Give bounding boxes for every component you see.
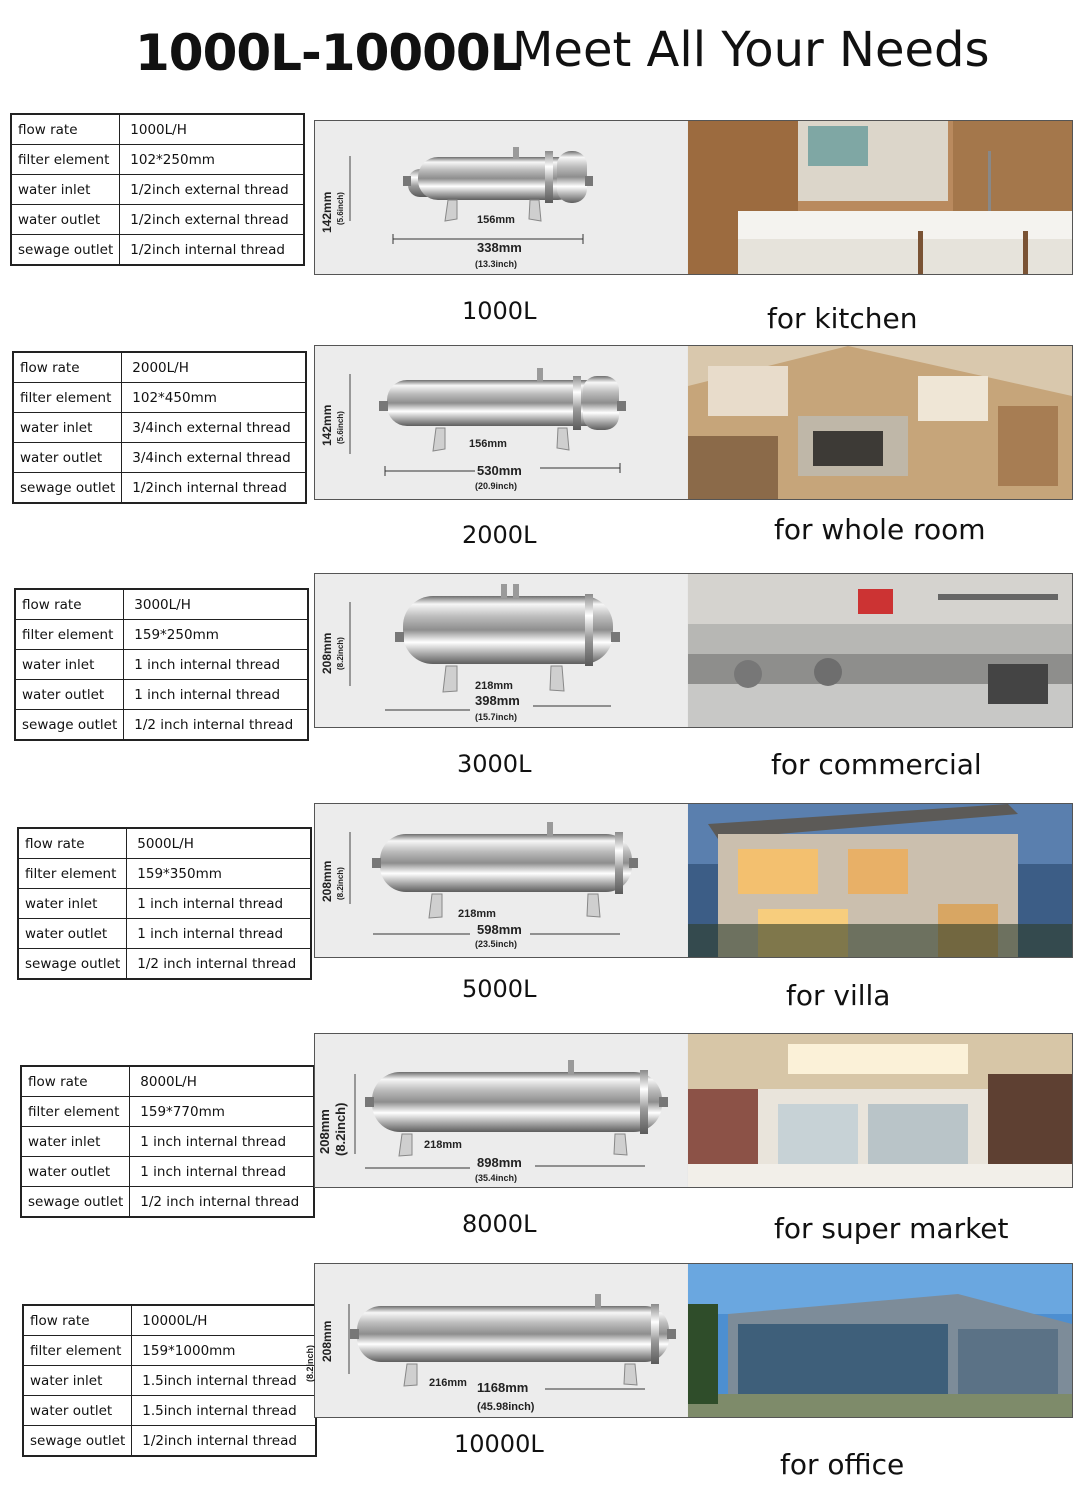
spec-label: sewage outlet [23, 1426, 132, 1457]
mount-foot-right [557, 428, 569, 450]
tank-ring [615, 832, 623, 894]
spec-label: flow rate [13, 352, 122, 383]
model-label: 8000L [462, 1210, 537, 1238]
mount-foot-left [443, 666, 457, 692]
usage-label: for whole room [774, 513, 986, 546]
tank-body [372, 1072, 662, 1132]
tank-body [357, 1306, 669, 1362]
spec-value: 1 inch internal thread [127, 919, 312, 949]
filter-housing-drawing [305, 1264, 687, 1417]
sewage-pipe [611, 632, 620, 642]
spec-row-water-outlet [15, 680, 308, 710]
spec-value: 1.5inch internal thread [132, 1366, 317, 1396]
foot-span-label: 216mm [429, 1377, 467, 1389]
spec-value: 1/2inch external thread [120, 205, 305, 235]
spec-value: 1 inch internal thread [130, 1157, 315, 1187]
page-title [0, 22, 1091, 92]
spec-label: water outlet [15, 680, 124, 710]
spec-label: water inlet [11, 175, 120, 205]
spec-label: water outlet [21, 1157, 130, 1187]
spec-row-filter-element [21, 1097, 314, 1127]
length-mm-label: 898mm [477, 1155, 522, 1170]
spec-row-sewage-outlet [21, 1187, 314, 1218]
sewage-pipe [585, 176, 593, 186]
spec-label: filter element [18, 859, 127, 889]
spec-table [14, 588, 309, 741]
sewage-pipe [617, 401, 626, 411]
length-mm-label: 1168mm [477, 1380, 529, 1395]
length-inch-label: (20.9inch) [475, 481, 518, 491]
spec-value: 3000L/H [124, 589, 309, 620]
height-mm-label: 142mm [320, 191, 334, 233]
spec-value: 102*250mm [120, 145, 305, 175]
spec-value: 8000L/H [130, 1066, 315, 1097]
tank-ring [573, 376, 581, 430]
photo-strip [314, 1033, 1073, 1188]
spec-value: 1 inch internal thread [127, 889, 312, 919]
spec-value: 1 inch internal thread [124, 680, 309, 710]
spec-value: 159*250mm [124, 620, 309, 650]
spec-row-water-inlet [23, 1366, 316, 1396]
model-label: 10000L [454, 1430, 544, 1458]
outlet-pipe [595, 1294, 601, 1308]
inlet-pipe [372, 858, 381, 868]
mount-foot-left [433, 428, 445, 451]
office-building-photo [688, 1264, 1072, 1417]
spec-row-sewage-outlet [18, 949, 311, 980]
spec-row-sewage-outlet [11, 235, 304, 266]
spec-label: filter element [23, 1336, 132, 1366]
spec-label: sewage outlet [18, 949, 127, 980]
spec-row-filter-element [13, 383, 306, 413]
spec-row-water-inlet [11, 175, 304, 205]
spec-label: water inlet [23, 1366, 132, 1396]
spec-table [22, 1304, 317, 1457]
length-inch-label: (15.7inch) [475, 712, 518, 722]
spec-label: water inlet [18, 889, 127, 919]
usage-label: for super market [774, 1212, 1009, 1245]
product-diagram [315, 574, 687, 727]
usage-label: for commercial [771, 748, 982, 781]
product-section-1000l [0, 110, 1091, 340]
foot-span-label: 156mm [477, 214, 515, 226]
spec-label: filter element [13, 383, 122, 413]
height-inch-label: (8.2inch) [336, 867, 345, 900]
outlet-pipe [513, 147, 519, 159]
spec-value: 159*770mm [130, 1097, 315, 1127]
product-section-5000l [0, 803, 1091, 1033]
height-mm-label: 208mm [320, 860, 334, 902]
spec-row-water-outlet [11, 205, 304, 235]
spec-value: 1 inch internal thread [124, 650, 309, 680]
spec-row-water-inlet [15, 650, 308, 680]
commercial-kitchen-photo [688, 574, 1072, 727]
spec-row-sewage-outlet [13, 473, 306, 504]
sewage-pipe [629, 858, 638, 868]
spec-table [12, 351, 307, 504]
length-mm-label: 338mm [477, 240, 522, 255]
spec-value: 159*1000mm [132, 1336, 317, 1366]
filter-housing-drawing [315, 121, 687, 274]
foot-span-label: 218mm [458, 908, 496, 920]
product-diagram [315, 121, 687, 274]
inlet-pipe [395, 632, 404, 642]
spec-row-flow-rate [18, 828, 311, 859]
photo-strip [305, 1263, 1073, 1418]
spec-row-flow-rate [23, 1305, 316, 1336]
inlet-pipe [350, 1329, 359, 1339]
spec-label: water inlet [13, 413, 122, 443]
tank-ring [585, 594, 593, 666]
filter-housing-drawing [315, 346, 687, 499]
mount-foot-left [429, 894, 442, 918]
spec-value: 10000L/H [132, 1305, 317, 1336]
spec-row-sewage-outlet [23, 1426, 316, 1457]
model-label: 5000L [462, 975, 537, 1003]
apartment-photo [688, 346, 1072, 499]
spec-row-filter-element [23, 1336, 316, 1366]
outlet-pipe [537, 368, 543, 382]
photo-strip [314, 573, 1073, 728]
length-mm-label: 530mm [477, 463, 522, 478]
mount-foot-left [404, 1364, 417, 1386]
spec-row-filter-element [11, 145, 304, 175]
spec-value: 1/2inch internal thread [120, 235, 305, 266]
spec-value: 5000L/H [127, 828, 312, 859]
spec-row-flow-rate [13, 352, 306, 383]
length-inch-label: (35.4inch) [475, 1173, 518, 1183]
spec-label: water outlet [13, 443, 122, 473]
product-diagram [315, 804, 687, 957]
spec-row-flow-rate [11, 114, 304, 145]
spec-row-flow-rate [21, 1066, 314, 1097]
spec-table [10, 113, 305, 266]
inlet-pipe [403, 176, 411, 186]
height-mm-label: 208mm [320, 1320, 334, 1362]
spec-label: sewage outlet [11, 235, 120, 266]
filter-housing-drawing [315, 574, 687, 727]
spec-label: filter element [21, 1097, 130, 1127]
model-label: 1000L [462, 297, 537, 325]
tank-ring [651, 1304, 659, 1364]
spec-value: 3/4inch external thread [122, 413, 307, 443]
mount-foot-right [614, 1134, 627, 1155]
spec-row-filter-element [15, 620, 308, 650]
photo-strip [314, 803, 1073, 958]
length-inch-label: (23.5inch) [475, 939, 518, 949]
spec-value: 159*350mm [127, 859, 312, 889]
photo-strip [314, 345, 1073, 500]
spec-value: 1.5inch internal thread [132, 1396, 317, 1426]
title-tagline: Meet All Your Needs [512, 22, 990, 78]
spec-row-water-outlet [23, 1396, 316, 1426]
spec-label: sewage outlet [15, 710, 124, 741]
height-inch-label: (8.2inch) [305, 1344, 315, 1382]
tank-body [418, 157, 578, 200]
product-diagram [305, 1264, 687, 1417]
spec-value: 1/2inch external thread [120, 175, 305, 205]
kitchen-photo [688, 121, 1072, 274]
tank-body [403, 596, 613, 664]
spec-label: flow rate [23, 1305, 132, 1336]
spec-label: flow rate [21, 1066, 130, 1097]
title-capacity-range: 1000L-10000L [135, 24, 521, 82]
spec-value: 2000L/H [122, 352, 307, 383]
villa-photo [688, 804, 1072, 957]
tank-body [380, 834, 632, 892]
spec-value: 1/2 inch internal thread [127, 949, 312, 980]
tank-ring [640, 1070, 648, 1134]
height-inch-label: (8.2inch) [333, 1102, 348, 1156]
spec-label: filter element [11, 145, 120, 175]
spec-row-water-outlet [18, 919, 311, 949]
height-inch-label: (8.2inch) [336, 637, 345, 670]
outlet-pipe [501, 584, 507, 598]
spec-row-sewage-outlet [15, 710, 308, 741]
model-label: 3000L [457, 750, 532, 778]
spec-table [20, 1065, 315, 1218]
outlet-pipe [513, 584, 519, 598]
spec-value: 1 inch internal thread [130, 1127, 315, 1157]
sewage-pipe [667, 1329, 676, 1339]
tank-right-cap [583, 376, 619, 430]
height-mm-label: 142mm [320, 404, 334, 446]
spec-row-water-outlet [13, 443, 306, 473]
filter-housing-drawing [315, 1034, 687, 1187]
product-section-10000l [0, 1263, 1091, 1499]
sewage-pipe [659, 1097, 668, 1107]
spec-label: sewage outlet [21, 1187, 130, 1218]
mount-foot-right [529, 200, 541, 221]
inlet-pipe [379, 401, 388, 411]
spec-label: water outlet [11, 205, 120, 235]
foot-span-label: 218mm [475, 680, 513, 692]
outlet-pipe [568, 1060, 574, 1074]
length-inch-label: (45.98inch) [477, 1401, 535, 1413]
tank-body [387, 380, 617, 426]
usage-label: for office [780, 1448, 905, 1481]
foot-span-label: 156mm [469, 438, 507, 450]
spec-label: water inlet [15, 650, 124, 680]
spec-label: flow rate [15, 589, 124, 620]
spec-value: 102*450mm [122, 383, 307, 413]
usage-label: for villa [786, 979, 891, 1012]
filter-housing-drawing [315, 804, 687, 957]
spec-label: filter element [15, 620, 124, 650]
spec-label: water outlet [18, 919, 127, 949]
spec-label: flow rate [18, 828, 127, 859]
outlet-pipe [547, 822, 553, 836]
height-mm-label: 208mm [320, 632, 334, 674]
spec-row-water-outlet [21, 1157, 314, 1187]
spec-row-filter-element [18, 859, 311, 889]
usage-label: for kitchen [767, 302, 918, 335]
spec-value: 1000L/H [120, 114, 305, 145]
tank-right-cap [557, 151, 587, 203]
spec-value: 1/2 inch internal thread [124, 710, 309, 741]
tank-ring [545, 151, 553, 203]
spec-table [17, 827, 312, 980]
spec-row-water-inlet [13, 413, 306, 443]
length-inch-label: (13.3inch) [475, 259, 518, 269]
product-section-8000l [0, 1033, 1091, 1263]
length-mm-label: 398mm [475, 693, 520, 708]
spec-label: water inlet [21, 1127, 130, 1157]
height-inch-label: (5.6inch) [336, 192, 345, 225]
mount-foot-right [550, 666, 564, 691]
length-mm-label: 598mm [477, 922, 522, 937]
product-section-2000l [0, 345, 1091, 575]
spec-label: flow rate [11, 114, 120, 145]
spec-row-flow-rate [15, 589, 308, 620]
spec-label: sewage outlet [13, 473, 122, 504]
product-diagram [315, 1034, 687, 1187]
spec-value: 1/2inch internal thread [122, 473, 307, 504]
mount-foot-left [445, 200, 457, 221]
mount-foot-right [624, 1364, 637, 1385]
foot-span-label: 218mm [424, 1139, 462, 1151]
model-label: 2000L [462, 521, 537, 549]
height-inch-label: (5.6inch) [336, 411, 345, 444]
spec-value: 1/2 inch internal thread [130, 1187, 315, 1218]
mount-foot-right [587, 894, 600, 917]
product-section-3000l [0, 573, 1091, 803]
inlet-pipe [365, 1097, 374, 1107]
spec-value: 1/2inch internal thread [132, 1426, 317, 1457]
photo-strip [314, 120, 1073, 275]
spec-value: 3/4inch external thread [122, 443, 307, 473]
mount-foot-left [399, 1134, 412, 1156]
height-mm-label: 208mm [317, 1109, 332, 1154]
spec-row-water-inlet [21, 1127, 314, 1157]
product-diagram [315, 346, 687, 499]
spec-label: water outlet [23, 1396, 132, 1426]
spec-row-water-inlet [18, 889, 311, 919]
mall-photo [688, 1034, 1072, 1187]
